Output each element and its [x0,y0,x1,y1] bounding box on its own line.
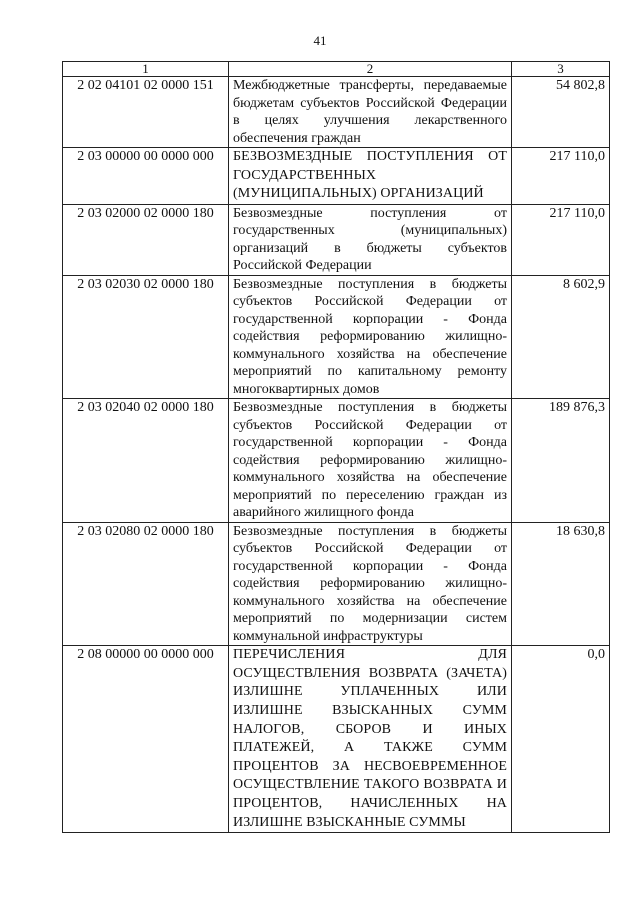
revenue-name-cell [229,275,512,399]
table-row [63,148,610,205]
budget-code-cell: 2 03 00000 00 0000 000 [63,148,229,205]
table-row [63,275,610,399]
table-header-row [63,62,610,77]
table-row [63,646,610,833]
budget-code-cell: 2 03 02080 02 0000 180 [63,522,229,646]
table-row [63,522,610,646]
revenue-name-text: Межбюджетные трансферты, передаваемые бюджетам субъектов Российской Федерации в целях улучшения лекарственного обеспечения граждан [233,78,507,146]
column-header-code: 1 [63,62,229,77]
table-row [63,77,610,148]
budget-code-cell: 2 02 04101 02 0000 151 [63,77,229,148]
amount-cell: 0,0 [512,646,610,833]
amount-cell: 54 802,8 [512,77,610,148]
revenue-name-cell [229,204,512,275]
revenue-name-cell [229,646,512,833]
amount-cell: 217 110,0 [512,148,610,205]
budget-code-cell: 2 03 02000 02 0000 180 [63,204,229,275]
revenue-name-cell [229,522,512,646]
revenue-name-text: Безвозмездные поступления в бюджеты субъектов Российской Федерации от государственной корпорации - Фонда содействия реформированию жилищно-коммунального хозяйства на обеспечение мероприятий по модернизации систем коммунальной инфраструктуры [233,523,507,644]
column-header-name: 2 [229,62,512,77]
budget-code-cell: 2 08 00000 00 0000 000 [63,646,229,833]
amount-cell: 18 630,8 [512,522,610,646]
revenue-name-cell [229,77,512,148]
budget-revenue-table [62,61,610,833]
budget-code-cell: 2 03 02030 02 0000 180 [63,275,229,399]
column-header-amount: 3 [512,62,610,77]
revenue-name-cell [229,399,512,523]
revenue-name-text: Безвозмездные поступления в бюджеты субъектов Российской Федерации от государственной корпорации - Фонда содействия реформированию жилищно-коммунального хозяйства на обеспечение мероприятий по переселению граждан из аварийного жилищного фонда [233,400,507,521]
budget-code-cell: 2 03 02040 02 0000 180 [63,399,229,523]
page-number: 41 [313,33,327,48]
amount-cell: 217 110,0 [512,204,610,275]
table-row [63,204,610,275]
revenue-name-text: Безвозмездные поступления в бюджеты субъектов Российской Федерации от государственной корпорации - Фонда содействия реформированию жилищно-коммунального хозяйства на обеспечение мероприятий по капитальному ремонту многоквартирных домов [233,276,507,397]
amount-cell: 189 876,3 [512,399,610,523]
amount-cell: 8 602,9 [512,275,610,399]
revenue-name-cell [229,148,512,205]
revenue-name-text: Безвозмездные поступления от государственных (муниципальных) организаций в бюджеты субъектов Российской Федерации [233,205,507,274]
revenue-name-text: ПЕРЕЧИСЛЕНИЯ ДЛЯ ОСУЩЕСТВЛЕНИЯ ВОЗВРАТА (ЗАЧЕТА) ИЗЛИШНЕ УПЛАЧЕННЫХ ИЛИ ИЗЛИШНЕ ВЗЫСКАННЫХ СУММ НАЛОГОВ, СБОРОВ И ИНЫХ ПЛАТЕЖЕЙ, А ТАКЖЕ СУММ ПРОЦЕНТОВ ЗА НЕСВОЕВРЕМЕННОЕ ОСУЩЕСТВЛЕНИЕ ТАКОГО ВОЗВРАТА И ПРОЦЕНТОВ, НАЧИСЛЕННЫХ НА ИЗЛИШНЕ ВЗЫСКАННЫЕ СУММЫ [233,647,507,830]
revenue-name-text: БЕЗВОЗМЕЗДНЫЕ ПОСТУПЛЕНИЯ ОТ ГОСУДАРСТВЕННЫХ (МУНИЦИПАЛЬНЫХ) ОРГАНИЗАЦИЙ [233,149,507,202]
table-row [63,399,610,523]
